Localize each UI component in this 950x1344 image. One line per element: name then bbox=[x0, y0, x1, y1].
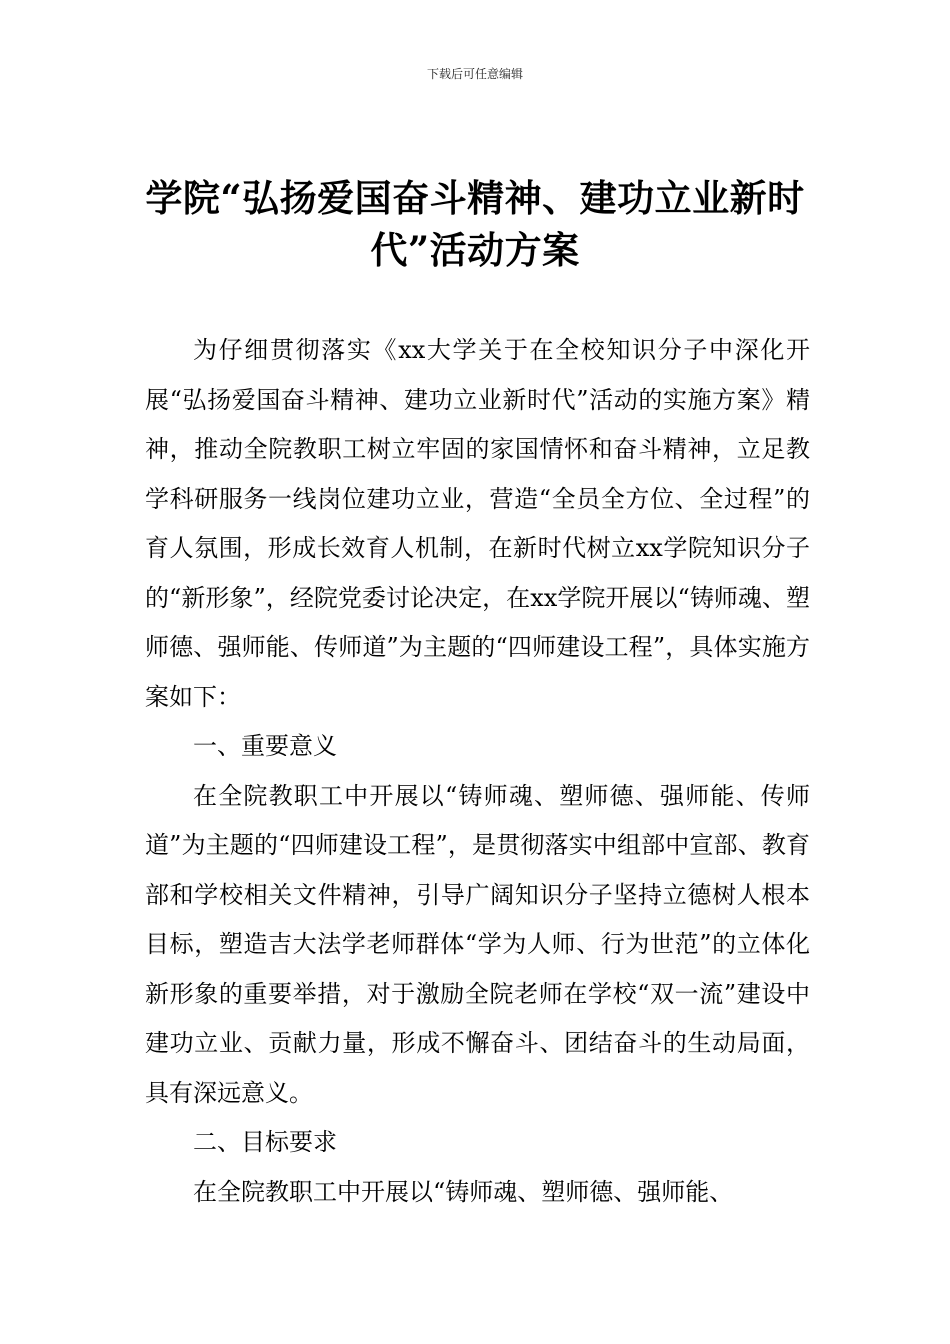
section-heading-significance: 一、重要意义 bbox=[193, 732, 337, 760]
document-title-line-2: 代”活动方案 bbox=[370, 228, 580, 272]
significance-paragraph: 在全院教职工中开展以“铸师魂、塑师德、强师能、传师道”为主题的“四师建设工程”，是贯彻落实中组部中宣部、教育部和学校相关文件精神，引导广阔知识分子坚持立德树人根本目标，塑造吉大法学老师群体“学为人师、行为世范”的立体化新形象的重要举措，对于激励全院老师在学校“双一流”建设中建功立业、贡献力量，形成不懈奋斗、团结奋斗的生动局面，具有深远意义。 bbox=[145, 781, 810, 1107]
document-body bbox=[145, 326, 810, 1217]
goals-paragraph: 在全院教职工中开展以“铸师魂、塑师德、强师能、 bbox=[193, 1177, 734, 1206]
intro-paragraph: 为仔细贯彻落实《xx大学关于在全校知识分子中深化开展“弘扬爱国奋斗精神、建功立业新时代”活动的实施方案》精神，推动全院教职工树立牢固的家国情怀和奋斗精神，立足教学科研服务一线岗位建功立业，营造“全员全方位、全过程”的育人氛围，形成长效育人机制，在新时代树立xx学院知识分子的“新形象”，经院党委讨论决定，在xx学院开展以“铸师魂、塑师德、强师能、传师道”为主题的“四师建设工程”，具体实施方案如下： bbox=[145, 336, 810, 711]
section-heading-goals: 二、目标要求 bbox=[193, 1128, 337, 1156]
page-header-note: 下载后可任意编辑 bbox=[426, 67, 523, 81]
document-title bbox=[145, 172, 805, 276]
document-title-line-1: 学院“弘扬爱国奋斗精神、建功立业新时 bbox=[145, 176, 805, 220]
